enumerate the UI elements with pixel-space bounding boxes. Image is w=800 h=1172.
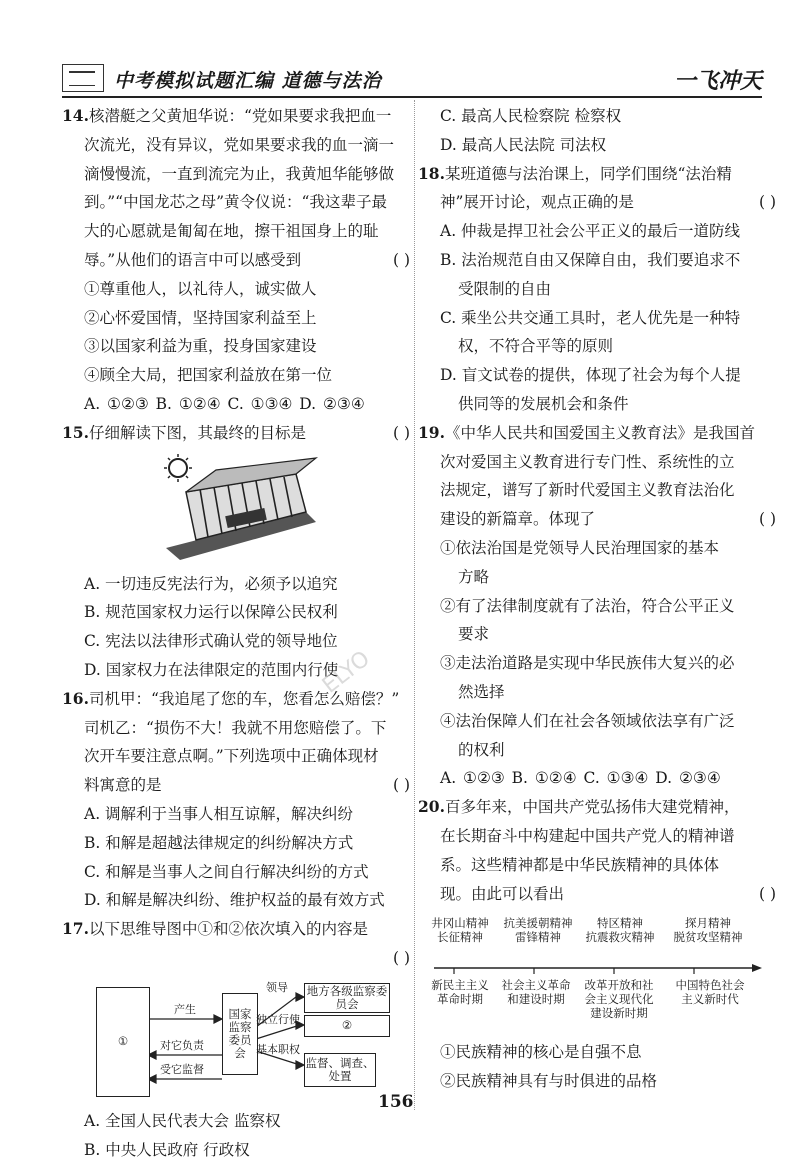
q16-line-4: 料寓意的是 ( ): [62, 771, 410, 800]
q19-line-4: 建设的新篇章。体现了 ( ): [418, 505, 776, 534]
q17-option-a: A. 全国人民代表大会 监察权: [84, 1111, 281, 1130]
q17-option-b: B. 中央人民政府 行政权: [84, 1140, 250, 1159]
mind-map-center-box: 国家监察委员会: [222, 993, 258, 1075]
series-logo-icon: [62, 64, 104, 92]
mind-map: [96, 981, 396, 1101]
q14-item-4: ④顾全大局，把国家利益放在第一位: [84, 366, 333, 385]
answer-blank: ( ): [392, 776, 410, 795]
period-3: 改革开放和社 会主义现代化 建设新时期: [584, 978, 654, 1021]
power-cage-icon: [156, 452, 324, 564]
q14-line-2: 次流光，没有异议，党如果要求我的血一滴一: [84, 135, 395, 154]
q17-option-d: D. 最高人民法院 司法权: [440, 135, 607, 154]
left-column: [62, 102, 410, 1164]
q14-item-3: ③以国家利益为重，投身国家建设: [84, 337, 317, 356]
spirit-timeline: [428, 914, 768, 1032]
q14-line-6: 辱。”从他们的语言中可以感受到 ( ): [62, 246, 410, 275]
header-brand: 一飞冲天: [673, 68, 762, 94]
answer-blank: ( ): [392, 423, 410, 442]
q14-item-2: ②心怀爱国情，坚持国家利益至上: [84, 308, 317, 327]
q15-option-b: B. 规范国家权力运行以保障公民权利: [84, 603, 338, 622]
q18-option-c-cont: 权，不符合平等的原则: [458, 337, 614, 356]
cage-illustration: [156, 452, 324, 564]
mind-map-box-local: 地方各级监察委员会: [304, 983, 390, 1013]
period-1: 新民主主义 革命时期: [431, 978, 489, 1007]
q18-option-b: B. 法治规范自由又保障自由，我们要追求不: [440, 250, 741, 269]
mind-map-label-independent: 独立行使: [256, 1012, 300, 1026]
q20-item-2: ②民族精神具有与时俱进的品格: [440, 1072, 658, 1091]
q18-option-c: C. 乘坐公共交通工具时，老人优先是一种特: [440, 308, 741, 327]
q14-line-1: 14.核潜艇之父黄旭华说：“党如果要求我把血一: [62, 106, 392, 125]
q15-option-a: A. 一切违反宪法行为，必须予以追究: [84, 574, 338, 593]
q16-option-d: D. 和解是解决纠纷、维护权益的最有效方式: [84, 891, 385, 910]
header-rule: [62, 96, 762, 98]
q20-item-1: ①民族精神的核心是自强不息: [440, 1043, 642, 1062]
spirits-group-1: 井冈山精神 长征精神: [431, 916, 489, 945]
q20-line-3: 系。这些精神都是中华民族精神的具体体: [440, 855, 720, 874]
q14-line-4: 到。”“中国龙芯之母”黄令仪说：“我这辈子最: [84, 193, 387, 212]
question-16: [62, 685, 410, 915]
mind-map-arrow-supervise: 受它监督: [160, 1062, 204, 1076]
answer-blank: ( ): [758, 193, 776, 212]
q14-item-1: ①尊重他人，以礼待人，诚实做人: [84, 279, 317, 298]
watermark: ELYO: [317, 646, 375, 699]
q20-line-2: 在长期奋斗中构建起中国共产党人的精神谱: [440, 826, 735, 845]
q14-choices: A. ①②③ B. ①②④ C. ①③④ D. ②③④: [84, 394, 365, 413]
mind-map-arrow-produce: 产生: [174, 1002, 196, 1016]
q20-line-4: 现。由此可以看出 ( ): [418, 880, 776, 909]
q16-option-b: B. 和解是超越法律规定的纠纷解决方式: [84, 833, 354, 852]
spirits-group-2: 抗美援朝精神 雷锋精神: [503, 916, 573, 945]
q16-option-a: A. 调解利于当事人相互谅解，解决纠纷: [84, 804, 354, 823]
header-title: 中考模拟试题汇编 道德与法治: [114, 70, 382, 92]
q16-line-1: 16.司机甲：“我追尾了您的车，您看怎么赔偿？”: [62, 688, 400, 708]
question-20: [418, 793, 776, 1096]
right-column: [418, 102, 776, 1096]
spirits-group-3: 特区精神 抗震救灾精神: [585, 916, 655, 945]
question-15: [62, 419, 410, 685]
mind-map-label-lead: 领导: [266, 980, 288, 994]
question-19: [418, 419, 776, 793]
answer-blank: ( ): [758, 884, 776, 903]
q16-line-3: 次开车要注意点啊。”下列选项中正确体现材: [84, 747, 379, 766]
q18-option-d: D. 盲文试卷的提供，体现了社会为每个人提: [440, 366, 741, 385]
question-18: [418, 160, 776, 419]
answer-blank: ( ): [392, 948, 410, 967]
mind-map-label-duties: 基本职权: [256, 1042, 300, 1056]
q19-line-3: 法规定，谱写了新时代爱国主义教育法治化: [440, 481, 735, 500]
q19-item-4-cont: 的权利: [458, 740, 505, 759]
q19-item-1: ①依法治国是党领导人民治理国家的基本: [440, 538, 720, 557]
q18-line-2: 神”展开讨论，观点正确的是 ( ): [418, 188, 776, 217]
q19-item-2: ②有了法律制度就有了法治，符合公平正义: [440, 596, 735, 615]
question-17: [62, 915, 410, 1164]
q15-stem: 15.仔细解读下图，其最终的目标是 ( ): [62, 419, 410, 448]
q18-option-d-cont: 供同等的发展机会和条件: [458, 394, 629, 413]
mind-map-box-1: ①: [96, 987, 150, 1097]
q19-item-1-cont: 方略: [458, 567, 490, 586]
q19-item-3: ③走法治道路是实现中华民族伟大复兴的必: [440, 654, 735, 673]
q19-item-4: ④法治保障人们在社会各领域依法享有广泛: [440, 711, 735, 730]
answer-blank: ( ): [392, 250, 410, 269]
mind-map-arrow-responsible: 对它负责: [160, 1038, 204, 1052]
mind-map-box-powers: 监督、调查、处置: [304, 1053, 376, 1087]
question-14: [62, 102, 410, 419]
q19-line-2: 次对爱国主义教育进行专门性、系统性的立: [440, 452, 735, 471]
q18-option-b-cont: 受限制的自由: [458, 279, 552, 298]
q19-item-2-cont: 要求: [458, 625, 490, 644]
column-divider: [414, 100, 415, 1110]
q16-option-c: C. 和解是当事人之间自行解决纠纷的方式: [84, 862, 369, 881]
q17-stem: 17.以下思维导图中①和②依次填入的内容是: [62, 919, 368, 939]
q20-line-1: 20.百多年来，中国共产党弘扬伟大建党精神，: [418, 797, 740, 817]
q19-line-1: 19.《中华人民共和国爱国主义教育法》是我国首: [418, 422, 755, 442]
q19-item-3-cont: 然选择: [458, 682, 505, 701]
q17-option-c: C. 最高人民检察院 检察权: [440, 107, 622, 125]
period-4: 中国特色社会 主义新时代: [675, 978, 745, 1007]
period-2: 社会主义革命 和建设时期: [501, 978, 571, 1007]
mind-map-box-2: ②: [304, 1015, 390, 1037]
spirits-group-4: 探月精神 脱贫攻坚精神: [673, 916, 743, 945]
q15-option-c: C. 宪法以法律形式确认党的领导地位: [84, 632, 338, 651]
page-number: 156: [378, 1092, 414, 1112]
q14-line-5: 大的心愿就是匍匐在地，擦干祖国身上的耻: [84, 222, 379, 241]
q19-choices: A. ①②③ B. ①②④ C. ①③④ D. ②③④: [440, 769, 721, 788]
q14-line-3: 滴慢慢流，一直到流完为止，我黄旭华能够做: [84, 164, 395, 183]
answer-blank: ( ): [758, 510, 776, 529]
q17-blank-line: [62, 944, 410, 973]
q18-option-a: A. 仲裁是捍卫社会公平正义的最后一道防线: [440, 222, 741, 241]
q16-line-2: 司机乙：“损伤不大！我就不用您赔偿了。下: [84, 718, 387, 737]
q18-line-1: 18.某班道德与法治课上，同学们围绕“法治精: [418, 163, 732, 183]
page-header: [62, 60, 762, 94]
q15-option-d: D. 国家权力在法律限定的范围内行使: [84, 660, 339, 679]
